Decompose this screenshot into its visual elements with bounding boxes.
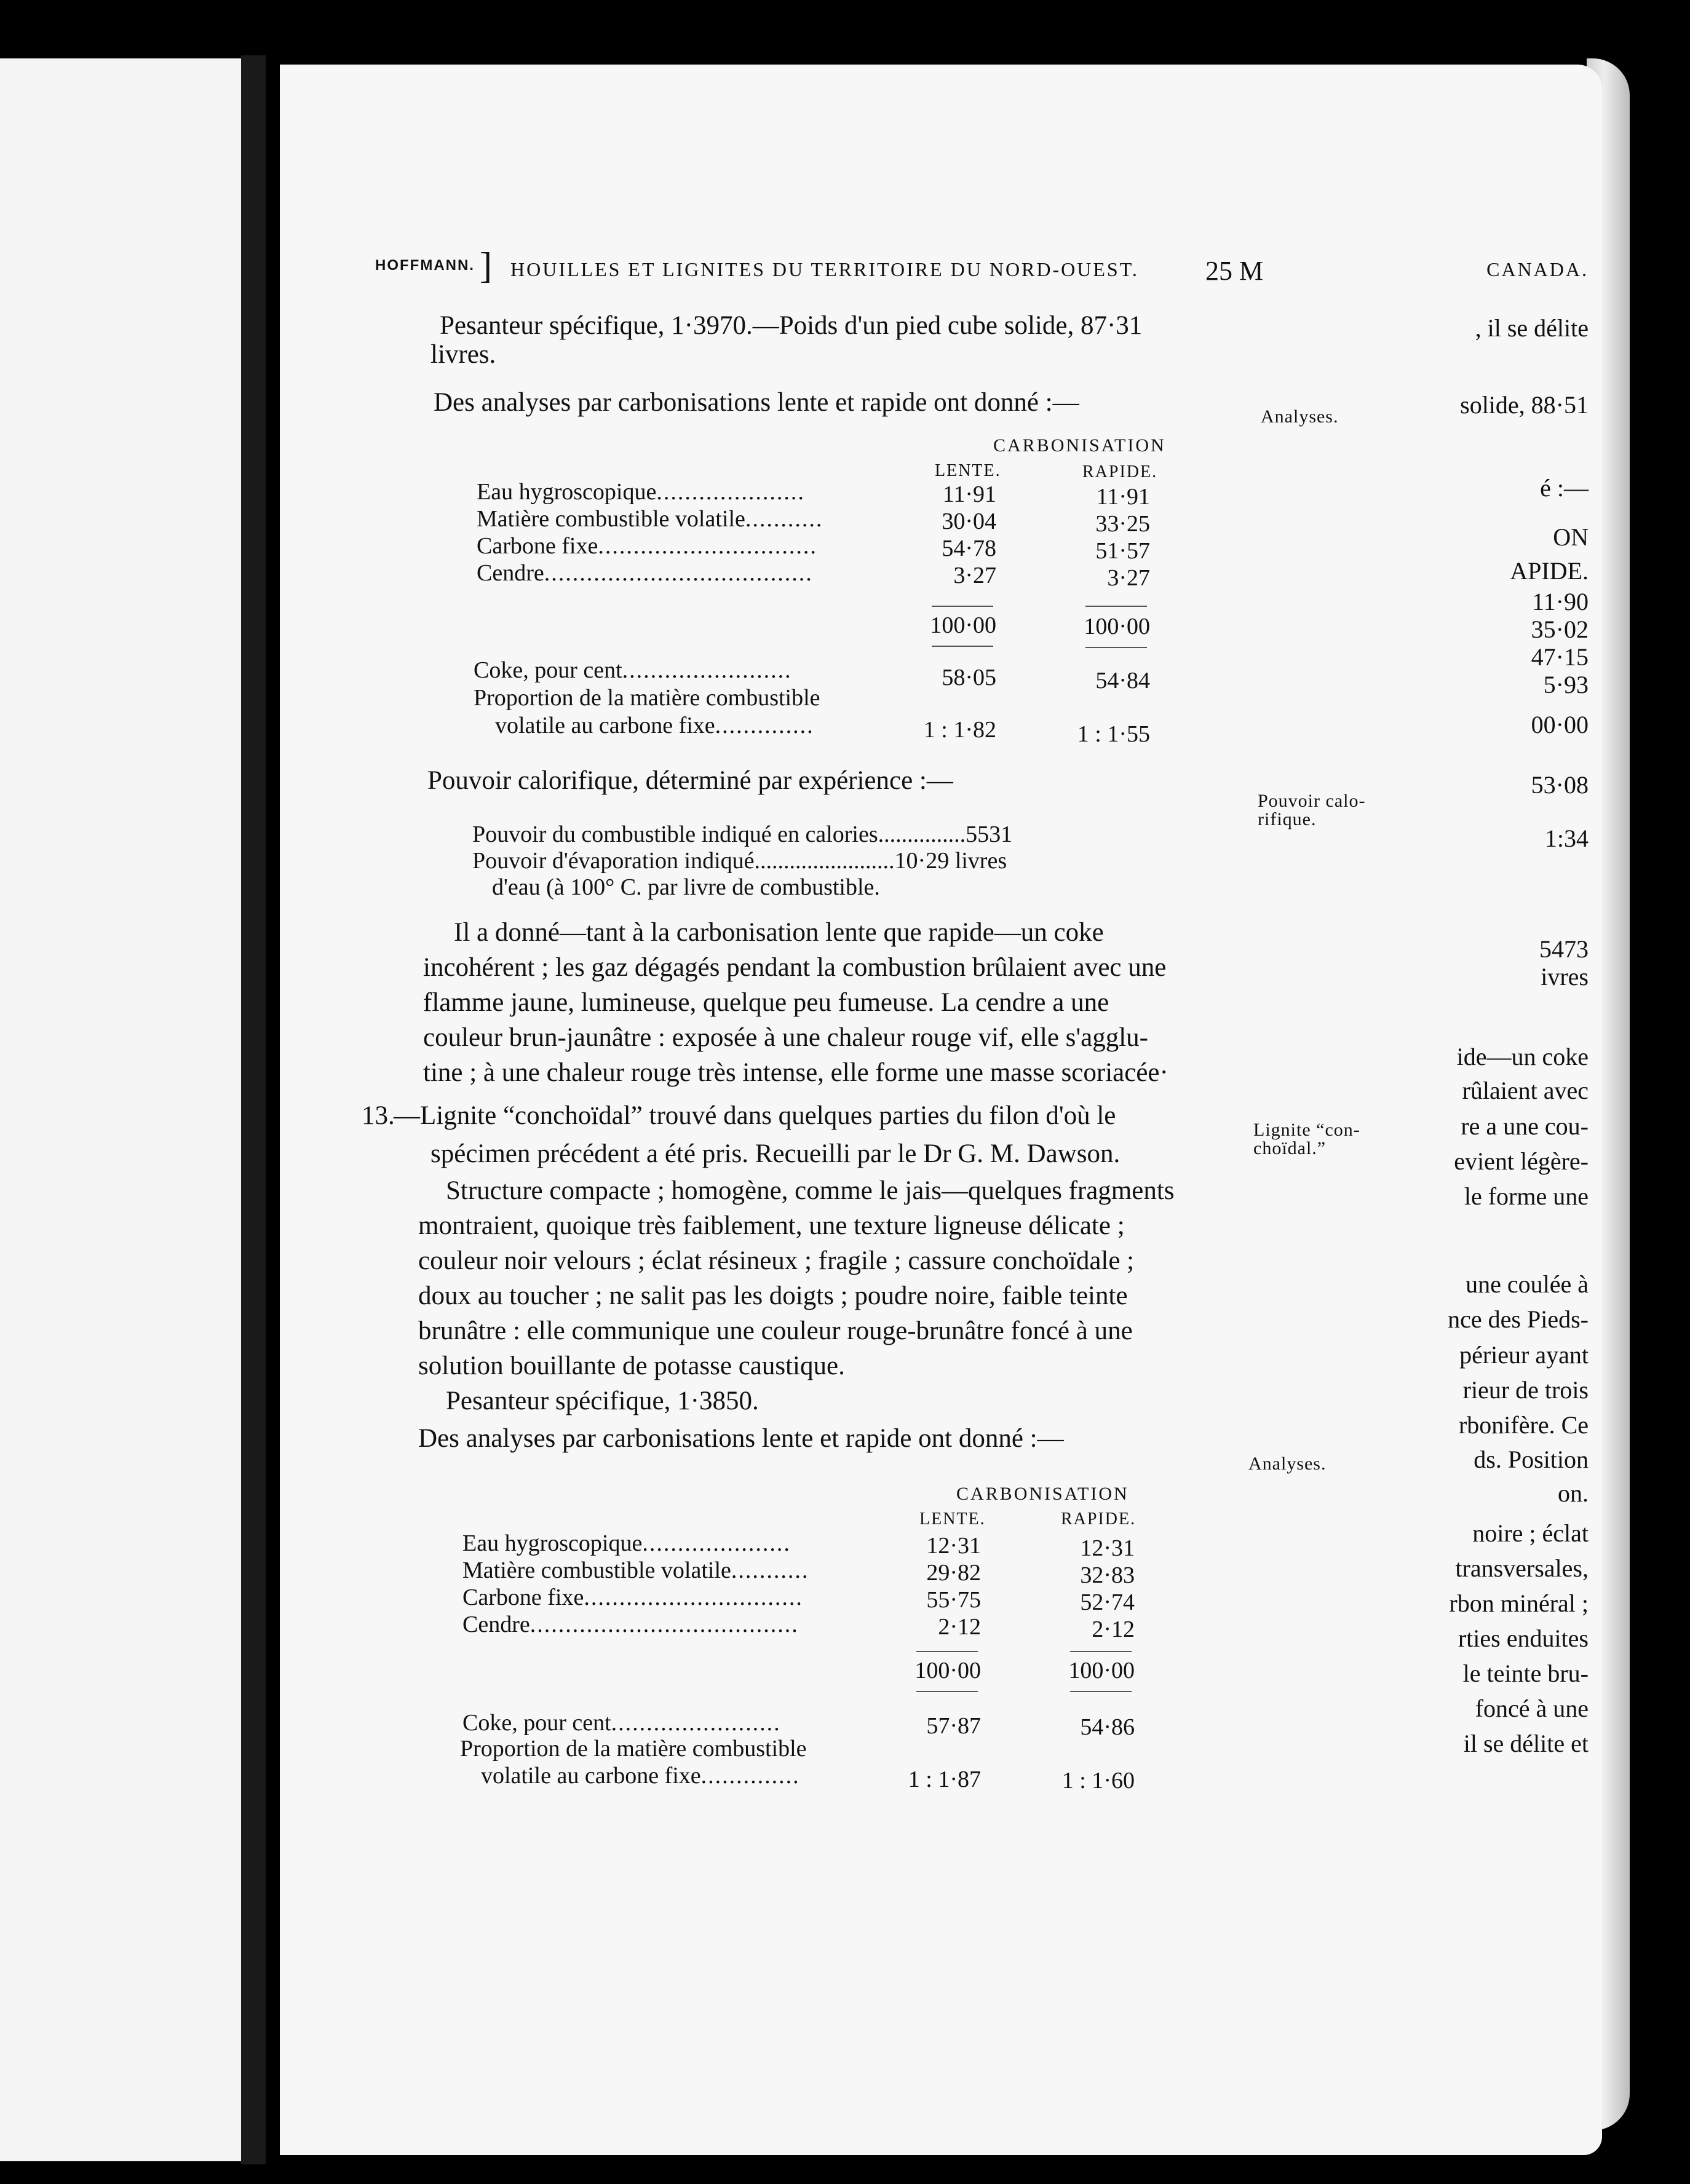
table2-rule-2: [1070, 1651, 1132, 1652]
analyses-intro-2: Des analyses par carbonisations lente et rapide ont donné :—: [418, 1424, 1064, 1453]
paragraph-line: couleur noir velours ; éclat résineux ; fragile ; cassure conchoïdale ;: [418, 1246, 1135, 1275]
analyses-intro: Des analyses par carbonisations lente et rapide ont donné :—: [434, 388, 1079, 417]
table-row-label: [462, 1584, 803, 1611]
previous-page: [0, 58, 252, 2161]
table-row-leader-dots: .....................: [642, 1530, 791, 1556]
table1-heading: CARBONISATION: [993, 435, 1166, 456]
table-cell-lente: 55·75: [926, 1587, 981, 1613]
table2-proportion-rapide: 1 : 1·60: [1061, 1768, 1135, 1794]
table-row-label-text: Carbone fixe: [462, 1585, 584, 1610]
table-row-leader-dots: .....................: [656, 479, 805, 505]
page-number: 25 M: [1205, 256, 1264, 286]
table2-total-lente: 100·00: [914, 1658, 981, 1684]
table-cell-rapide: 51·57: [1095, 538, 1150, 564]
table1-rule-3: [932, 646, 993, 647]
table1-proportion-rapide: 1 : 1·55: [1077, 721, 1150, 747]
table2-coke-label: Coke, pour cent........................: [462, 1710, 781, 1736]
previous-page-line: APIDE.: [1510, 557, 1589, 585]
margin-note-lignite-2: choïdal.”: [1253, 1138, 1327, 1158]
table2-rule-1: [916, 1651, 978, 1652]
paragraph-line: brunâtre : elle communique une couleur rouge-brunâtre foncé à une: [418, 1316, 1133, 1345]
previous-page-line: ivres: [1541, 963, 1589, 991]
book-gutter: [241, 55, 266, 2164]
previous-page-line: , il se délite: [1475, 314, 1589, 342]
table-row-leader-dots: ......................................: [530, 1612, 799, 1637]
table1-rule-2: [1085, 606, 1147, 607]
table-row-label: [462, 1557, 809, 1584]
calorific-line-1: Pouvoir du combustible indiqué en calories...............5531: [472, 821, 1013, 847]
previous-page-line: rûlaient avec: [1462, 1077, 1589, 1104]
table1-coke-label: Coke, pour cent........................: [474, 657, 792, 683]
table-row-label: [477, 560, 813, 587]
previous-page-line: re a une cou-: [1461, 1112, 1589, 1140]
previous-page-line: 5473: [1539, 935, 1589, 963]
table1-proportion-line-1: Proportion de la matière combustible: [474, 685, 820, 711]
lignite-heading-line-1: —Lignite “conchoïdal” trouvé dans quelques parties du filon d'où le: [394, 1101, 1116, 1130]
running-head-title: HOUILLES ET LIGNITES DU TERRITOIRE DU NORD-OUEST.: [510, 258, 1139, 280]
table2-rule-4: [1070, 1691, 1132, 1692]
previous-page-line: rties enduites: [1458, 1624, 1589, 1652]
margin-note-analyses: Analyses.: [1261, 406, 1339, 427]
table-row-label: [477, 478, 805, 505]
margin-note-lignite-1: Lignite “con-: [1253, 1120, 1360, 1140]
table-row-label: [462, 1611, 799, 1638]
previous-page-line: rbon minéral ;: [1449, 1589, 1589, 1617]
previous-page-line: 5·93: [1543, 671, 1589, 698]
paragraph-line: tine ; à une chaleur rouge très intense, elle forme une masse scoriacée·: [423, 1058, 1168, 1087]
running-head-bracket: ]: [480, 245, 492, 286]
previous-page-line: rieur de trois: [1462, 1376, 1589, 1404]
previous-page-line: ide—un coke: [1456, 1043, 1589, 1070]
item-number: 13.: [362, 1101, 395, 1130]
table1-coke-lente: 58·05: [942, 665, 996, 690]
margin-note-calorific-1: Pouvoir calo-: [1258, 791, 1366, 811]
paragraph-line: Il a donné—tant à la carbonisation lente que rapide—un coke: [454, 918, 1104, 947]
table-row-label: [477, 505, 823, 532]
table-cell-rapide: 32·83: [1080, 1562, 1135, 1588]
table1-coke-rapide: 54·84: [1095, 668, 1150, 694]
paragraph-line: montraient, quoique très faiblement, une texture ligneuse délicate ;: [418, 1211, 1125, 1240]
table-cell-rapide: 2·12: [1092, 1616, 1135, 1642]
table1-rule-1: [932, 606, 993, 607]
table-cell-lente: 29·82: [926, 1560, 981, 1586]
calorific-line-2: Pouvoir d'évaporation indiqué........................10·29 livres: [472, 848, 1007, 874]
paragraph-line: solution bouillante de potasse caustique.: [418, 1351, 845, 1380]
table2-coke-rapide: 54·86: [1080, 1714, 1135, 1740]
previous-page-line: evient légère-: [1454, 1147, 1589, 1175]
table-row-leader-dots: ......................................: [544, 560, 813, 586]
previous-page-line: nce des Pieds-: [1448, 1305, 1589, 1333]
previous-page-line: noire ; éclat: [1472, 1519, 1589, 1547]
table-row-label-text: Eau hygroscopique: [462, 1530, 643, 1556]
table-row-leader-dots: ...............................: [598, 533, 817, 559]
table2-coke-lente: 57·87: [926, 1713, 981, 1739]
table1-total-lente: 100·00: [930, 612, 996, 638]
previous-page-line: le forme une: [1464, 1182, 1589, 1210]
table-cell-lente: 54·78: [942, 536, 996, 561]
table-cell-lente: 30·04: [942, 508, 996, 534]
table-row-label: [477, 532, 817, 560]
table1-total-rapide: 100·00: [1084, 614, 1150, 639]
table-row-leader-dots: ...........: [745, 506, 823, 532]
table-cell-lente: 11·91: [942, 481, 996, 507]
table-row-label-text: Matière combustible volatile: [462, 1557, 731, 1583]
table1-col-rapide: RAPIDE.: [1082, 462, 1158, 481]
previous-page-line: foncé à une: [1475, 1695, 1589, 1722]
previous-page-line: on.: [1558, 1479, 1589, 1507]
previous-page-line: ON: [1553, 523, 1589, 551]
previous-page-line: 47·15: [1531, 643, 1589, 671]
previous-page-line: transversales,: [1455, 1554, 1589, 1582]
previous-page-line: 35·02: [1531, 615, 1589, 643]
table2-col-rapide: RAPIDE.: [1061, 1509, 1137, 1529]
table2-proportion-line-1: Proportion de la matière combustible: [460, 1736, 807, 1762]
previous-page-line: 00·00: [1531, 711, 1589, 738]
table-row-leader-dots: ...........: [731, 1557, 809, 1583]
table-cell-rapide: 52·74: [1080, 1589, 1135, 1615]
table-cell-rapide: 12·31: [1080, 1535, 1135, 1561]
table2-heading: CARBONISATION: [956, 1484, 1129, 1504]
margin-note-calorific-2: rifique.: [1258, 809, 1317, 829]
table-cell-lente: 12·31: [926, 1533, 981, 1559]
previous-page-line: 53·08: [1531, 771, 1589, 799]
previous-page-line: 11·90: [1532, 588, 1589, 615]
specific-gravity-line: Pesanteur spécifique, 1·3970.—Poids d'un pied cube solide, 87·31: [440, 311, 1143, 340]
paragraph-line: incohérent ; les gaz dégagés pendant la combustion brûlaient avec une: [423, 953, 1167, 982]
table-cell-rapide: 3·27: [1107, 565, 1150, 591]
table-row-leader-dots: ...............................: [584, 1585, 803, 1610]
table-row-label-text: Eau hygroscopique: [477, 479, 657, 505]
margin-note-analyses-2: Analyses.: [1248, 1454, 1327, 1474]
paragraph-line: couleur brun-jaunâtre : exposée à une chaleur rouge vif, elle s'agglu-: [423, 1023, 1148, 1052]
lignite-heading-line-2: spécimen précédent a été pris. Recueilli par le Dr G. M. Dawson.: [430, 1139, 1121, 1168]
previous-page-line: CANADA.: [1486, 258, 1589, 280]
table2-col-lente: LENTE.: [919, 1509, 986, 1529]
calorific-line-3: d'eau (à 100° C. par livre de combustible.: [492, 874, 880, 900]
table-row-label-text: Carbone fixe: [477, 533, 598, 559]
table1-proportion-lente: 1 : 1·82: [923, 717, 996, 743]
paragraph-line: flamme jaune, lumineuse, quelque peu fumeuse. La cendre a une: [423, 988, 1109, 1017]
table-cell-lente: 2·12: [938, 1614, 981, 1640]
previous-page-line: le teinte bru-: [1462, 1660, 1589, 1687]
table-cell-rapide: 33·25: [1095, 511, 1150, 537]
table-row-label: [462, 1530, 791, 1557]
specific-gravity-line-2: livres.: [430, 340, 496, 369]
table2-proportion-lente: 1 : 1·87: [908, 1767, 981, 1792]
previous-page-line: 1:34: [1544, 825, 1589, 852]
paragraph-line: Pesanteur spécifique, 1·3850.: [446, 1387, 759, 1415]
previous-page-line: solide, 88·51: [1460, 391, 1589, 419]
table2-total-rapide: 100·00: [1068, 1658, 1135, 1684]
previous-page-line: é :—: [1540, 474, 1589, 502]
table-row-label-text: Cendre: [462, 1612, 530, 1637]
previous-page-line: il se délite et: [1463, 1730, 1589, 1757]
table-row-label-text: Cendre: [477, 560, 544, 586]
table1-proportion-line-2: volatile au carbone fixe..............: [495, 713, 814, 738]
previous-page-line: une coulée à: [1466, 1270, 1589, 1298]
table2-rule-3: [916, 1691, 978, 1692]
table-cell-lente: 3·27: [953, 563, 996, 588]
paragraph-line: Structure compacte ; homogène, comme le jais—quelques fragments: [446, 1176, 1175, 1205]
table1-col-lente: LENTE.: [935, 461, 1001, 480]
table1-rule-4: [1085, 647, 1147, 648]
previous-page-line: ds. Position: [1474, 1446, 1589, 1473]
paragraph-line: doux au toucher ; ne salit pas les doigts ; poudre noire, faible teinte: [418, 1281, 1128, 1310]
calorific-intro: Pouvoir calorifique, déterminé par expérience :—: [427, 766, 953, 795]
running-head-author: HOFFMANN.: [375, 257, 475, 274]
table2-proportion-line-2: volatile au carbone fixe..............: [481, 1763, 800, 1789]
table-cell-rapide: 11·91: [1096, 484, 1150, 510]
previous-page-line: périeur ayant: [1459, 1341, 1589, 1369]
table-row-label-text: Matière combustible volatile: [477, 506, 745, 532]
previous-page-line: rbonifère. Ce: [1458, 1411, 1589, 1439]
